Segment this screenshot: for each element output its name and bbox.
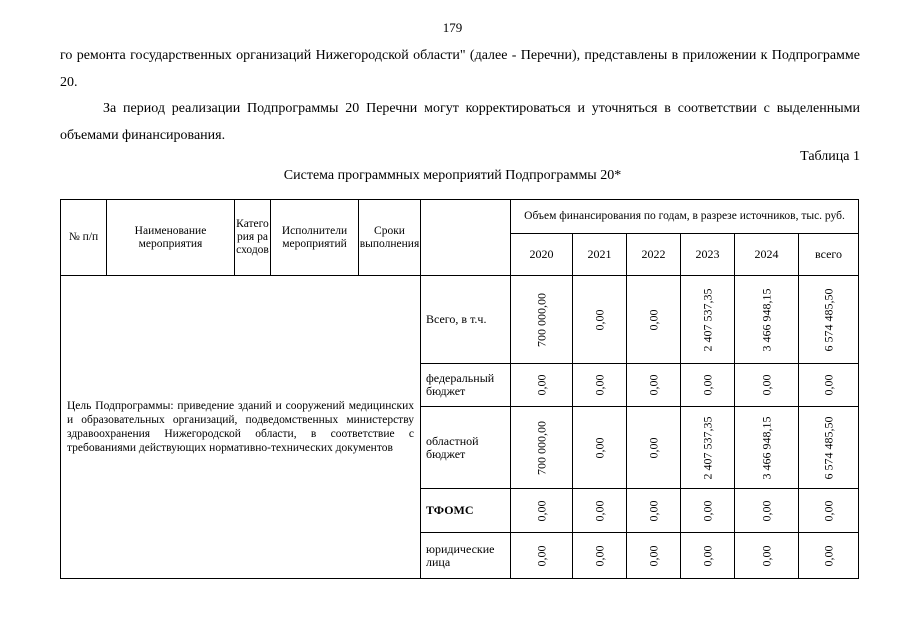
page-number: 179 bbox=[442, 20, 463, 35]
header-funding: Объем финансирования по годам, в разрезе источников, тыс. руб. bbox=[511, 200, 859, 234]
value: 0,00 bbox=[646, 374, 660, 396]
value: 0,00 bbox=[759, 374, 773, 396]
value-cell bbox=[627, 364, 681, 407]
value: 0,00 bbox=[759, 500, 773, 521]
value: 0,00 bbox=[534, 545, 548, 566]
value-cell bbox=[511, 364, 573, 407]
value: 700 000,00 bbox=[534, 292, 548, 347]
header-executors: Исполнители мероприятий bbox=[271, 200, 359, 276]
value: 0,00 bbox=[592, 500, 606, 521]
value-cell bbox=[511, 533, 573, 579]
value: 2 407 537,35 bbox=[700, 288, 714, 351]
value: 0,00 bbox=[700, 500, 714, 521]
value-cell bbox=[627, 533, 681, 579]
header-year: 2020 bbox=[511, 234, 573, 276]
value: 2 407 537,35 bbox=[700, 416, 714, 479]
value: 6 574 485,50 bbox=[821, 288, 836, 351]
value-cell bbox=[735, 407, 799, 489]
value: 0,00 bbox=[646, 500, 660, 521]
value-cell bbox=[511, 407, 573, 489]
value: 0,00 bbox=[592, 374, 606, 396]
value-cell bbox=[573, 276, 627, 364]
source-label: ТФОМС bbox=[421, 489, 511, 533]
value: 0,00 bbox=[646, 545, 660, 566]
value-cell bbox=[681, 533, 735, 579]
value: 0,00 bbox=[759, 545, 773, 566]
paragraph-1: го ремонта государственных организаций Нижегородской области" (далее - Перечни), представлены в приложении к Подпрограмме 20. bbox=[60, 48, 860, 90]
value: 0,00 bbox=[592, 309, 606, 330]
source-label: областной бюджет bbox=[421, 407, 511, 489]
header-year: 2021 bbox=[573, 234, 627, 276]
table-label: Таблица 1 bbox=[800, 149, 860, 164]
header-year: 2024 bbox=[735, 234, 799, 276]
value: 0,00 bbox=[534, 500, 548, 521]
value: 0,00 bbox=[700, 545, 714, 566]
source-label: федеральный бюджет bbox=[421, 364, 511, 407]
value-cell bbox=[735, 489, 799, 533]
header-total: всего bbox=[799, 234, 859, 276]
value-cell bbox=[735, 364, 799, 407]
value: 0,00 bbox=[646, 309, 660, 330]
value: 0,00 bbox=[821, 545, 836, 566]
goal-cell: Цель Подпрограммы: приведение зданий и сооружений медицинских и образовательных организаций, подведомственных министерству здравоохранения Нижегородской области, в соответствие с требованиями действующих нормативно-технических документов bbox=[61, 276, 421, 579]
header-blank bbox=[421, 200, 511, 276]
value: 0,00 bbox=[534, 374, 548, 396]
value: 6 574 485,50 bbox=[821, 416, 836, 479]
value-cell bbox=[573, 533, 627, 579]
value-cell bbox=[627, 276, 681, 364]
value: 0,00 bbox=[821, 500, 836, 521]
value-cell bbox=[799, 276, 859, 364]
paragraph-2: За период реализации Подпрограммы 20 Перечни могут корректироваться и уточняться в соответствии с выделенными объемами финансирования. bbox=[60, 101, 860, 143]
value: 0,00 bbox=[592, 437, 606, 458]
value-cell bbox=[799, 364, 859, 407]
value: 700 000,00 bbox=[534, 420, 548, 475]
program-activities-table bbox=[60, 199, 859, 579]
value-cell bbox=[799, 489, 859, 533]
source-label: юридические лица bbox=[421, 533, 511, 579]
header-category: Категория расходов bbox=[235, 200, 271, 276]
header-num: № п/п bbox=[61, 200, 107, 276]
value-cell bbox=[511, 276, 573, 364]
value: 0,00 bbox=[821, 374, 836, 396]
value-cell bbox=[573, 407, 627, 489]
header-terms: Сроки выполнения bbox=[359, 200, 421, 276]
header-year: 2022 bbox=[627, 234, 681, 276]
value: 3 466 948,15 bbox=[759, 288, 773, 351]
value-cell bbox=[681, 489, 735, 533]
value-cell bbox=[627, 489, 681, 533]
value-cell bbox=[511, 489, 573, 533]
table-title: Система программных мероприятий Подпрограммы 20* bbox=[283, 168, 622, 183]
value-cell bbox=[799, 533, 859, 579]
value: 0,00 bbox=[646, 437, 660, 458]
value-cell bbox=[735, 533, 799, 579]
value-cell bbox=[573, 489, 627, 533]
value-cell bbox=[799, 407, 859, 489]
value-cell bbox=[681, 276, 735, 364]
value-cell bbox=[627, 407, 681, 489]
value-cell bbox=[735, 276, 799, 364]
value: 0,00 bbox=[592, 545, 606, 566]
header-year: 2023 bbox=[681, 234, 735, 276]
value-cell bbox=[681, 407, 735, 489]
source-label: Всего, в т.ч. bbox=[421, 276, 511, 364]
value: 0,00 bbox=[700, 374, 714, 396]
value: 3 466 948,15 bbox=[759, 416, 773, 479]
value-cell bbox=[681, 364, 735, 407]
header-name: Наименование мероприятия bbox=[107, 200, 235, 276]
value-cell bbox=[573, 364, 627, 407]
